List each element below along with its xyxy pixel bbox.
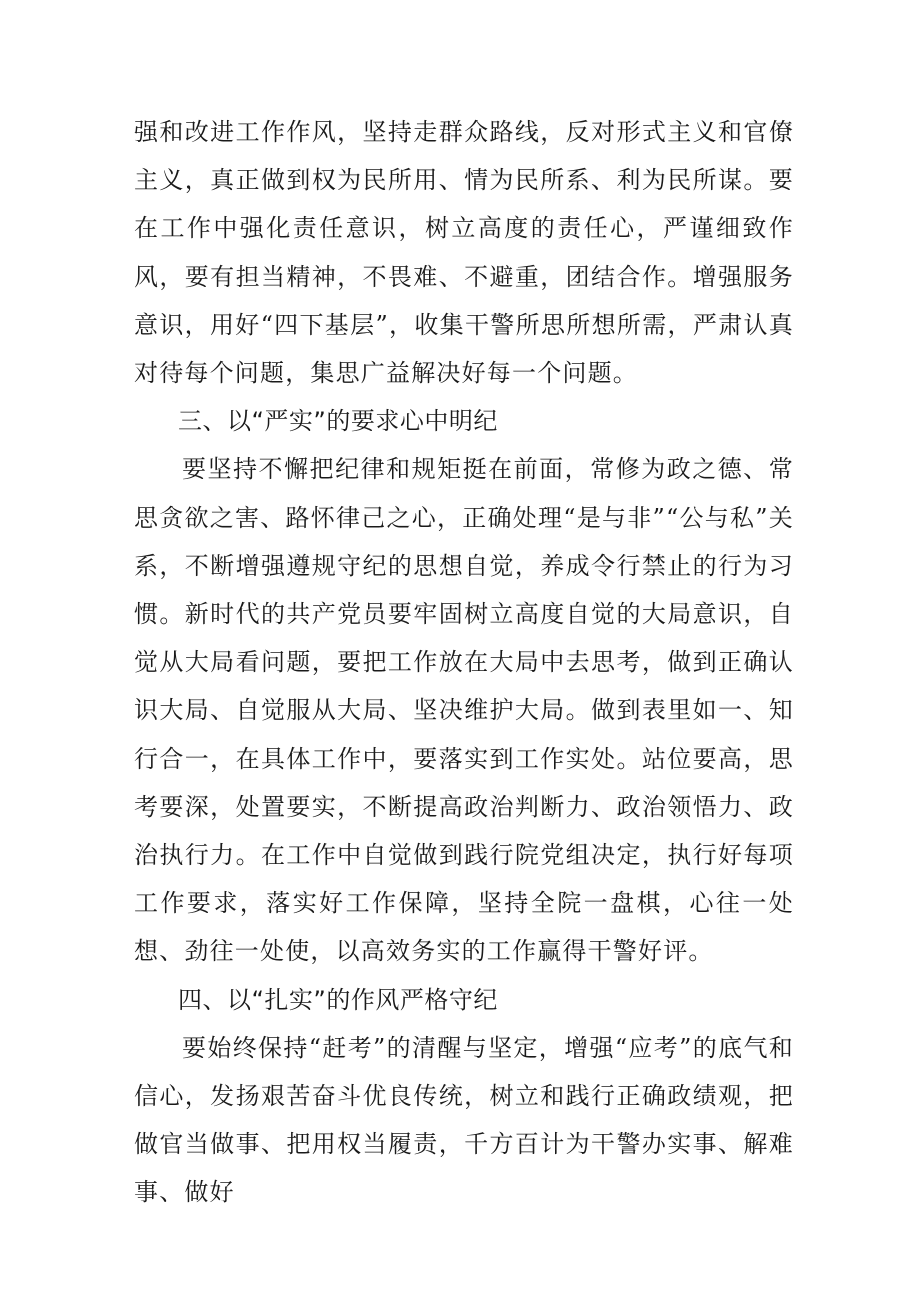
paragraph-work-style: 强和改进工作作风，坚持走群众路线，反对形式主义和官僚主义，真正做到权为民所用、情为民所系、利为民所谋。要在工作中强化责任意识，树立高度的责任心，严谨细致作风，要有担当精神，不畏难、不避重，团结合作。增强服务意识，用好“四下基层”，收集干警所思所想所需，严肃认真对待每个问题，集思广益解决好每一个问题。 xyxy=(134,118,794,388)
section-heading-3: 三、以“严实”的要求心中明纪 xyxy=(178,407,498,436)
paragraph-discipline: 要坚持不懈把纪律和规矩挺在前面，常修为政之德、常思贪欲之害、路怀律己之心，正确处理“是与非”“公与私”关系，不断增强遵规守纪的思想自觉，养成令行禁止的行为习惯。新时代的共产党员要牢固树立高度自觉的大局意识，自觉从大局看问题，要把工作放在大局中去思考，做到正确认识大局、自觉服从大局、坚决维护大局。做到表里如一、知行合一，在具体工作中，要落实到工作实处。站位要高，思考要深，处置要实，不断提高政治判断力、政治领悟力、政治执行力。在工作中自觉做到践行院党组决定，执行好每项工作要求，落实好工作保障，坚持全院一盘棋，心往一处想、劲往一处使，以高效务实的工作赢得干警好评。 xyxy=(134,455,794,966)
paragraph-solid-style: 要始终保持“赶考”的清醒与坚定，增强“应考”的底气和信心，发扬艰苦奋斗优良传统，树立和践行正确政绩观，把做官当做事、把用权当履责，千方百计为干警办实事、解难事、做好 xyxy=(134,1033,794,1207)
section-heading-4: 四、以“扎实”的作风严格守纪 xyxy=(178,985,498,1014)
document-body xyxy=(134,108,794,1217)
